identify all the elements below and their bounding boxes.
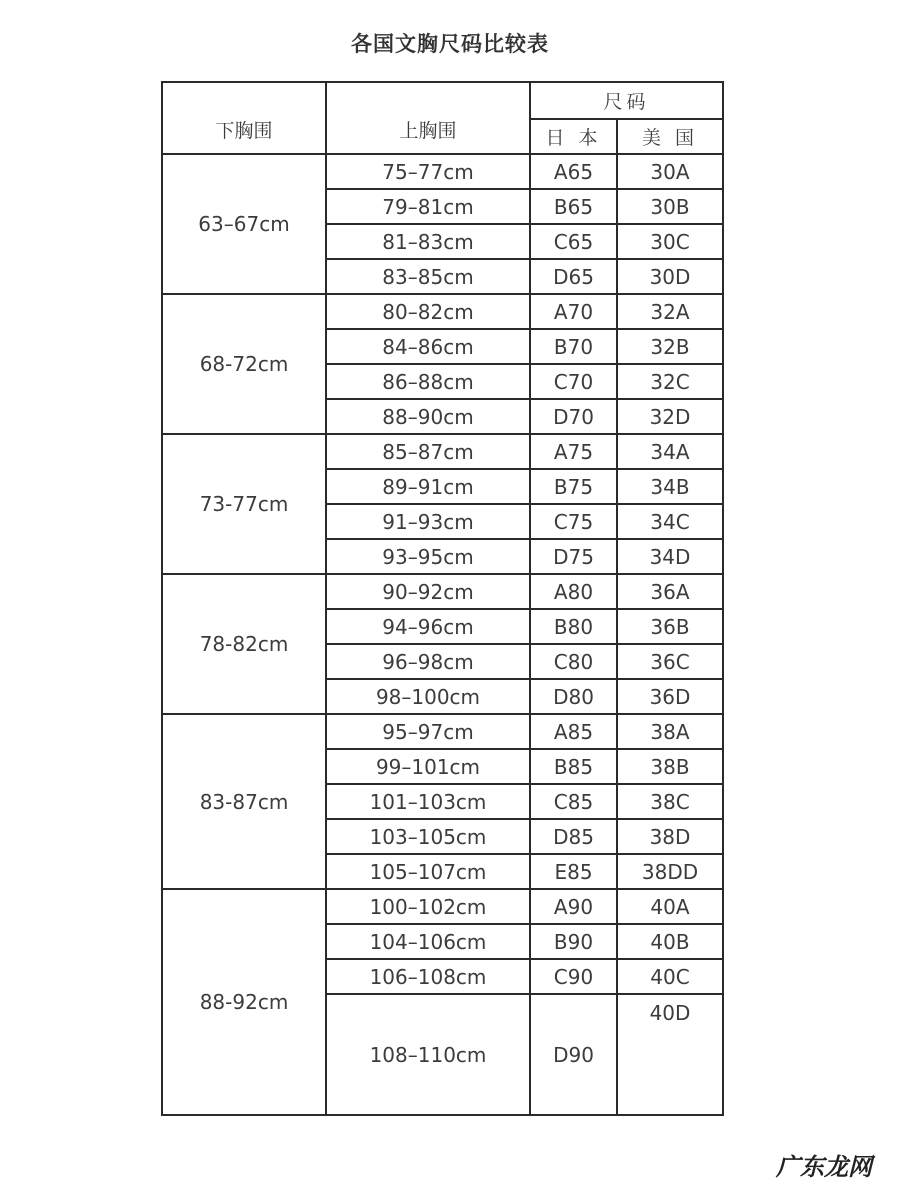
- usa-size-cell: 40C: [617, 959, 723, 994]
- over-bust-cell: 84–86cm: [326, 329, 530, 364]
- japan-size-cell: A85: [530, 714, 617, 749]
- over-bust-cell: 106–108cm: [326, 959, 530, 994]
- japan-size-cell: A90: [530, 889, 617, 924]
- usa-size-cell: 32D: [617, 399, 723, 434]
- table-row: [162, 714, 723, 749]
- bra-size-table: [161, 81, 724, 1116]
- over-bust-cell: 105–107cm: [326, 854, 530, 889]
- over-bust-cell: 100–102cm: [326, 889, 530, 924]
- over-bust-cell: 81–83cm: [326, 224, 530, 259]
- usa-size-cell: 38DD: [617, 854, 723, 889]
- japan-size-cell: C80: [530, 644, 617, 679]
- header-japan: 日 本: [530, 119, 617, 154]
- japan-size-cell: A65: [530, 154, 617, 189]
- japan-size-cell: B80: [530, 609, 617, 644]
- page-title: 各国文胸尺码比较表: [351, 32, 549, 56]
- usa-size-cell: 36A: [617, 574, 723, 609]
- over-bust-cell: 89–91cm: [326, 469, 530, 504]
- usa-size-cell: 38C: [617, 784, 723, 819]
- japan-size-cell: B70: [530, 329, 617, 364]
- japan-size-cell: B65: [530, 189, 617, 224]
- japan-size-cell: D75: [530, 539, 617, 574]
- usa-size-cell: 34A: [617, 434, 723, 469]
- usa-size-cell: 30D: [617, 259, 723, 294]
- table-row: [162, 434, 723, 469]
- under-bust-cell: 83-87cm: [162, 714, 326, 889]
- japan-size-cell: D65: [530, 259, 617, 294]
- over-bust-cell: 79–81cm: [326, 189, 530, 224]
- usa-size-cell: 40B: [617, 924, 723, 959]
- under-bust-cell: 78-82cm: [162, 574, 326, 714]
- under-bust-cell: 63–67cm: [162, 154, 326, 294]
- usa-size-cell: 32C: [617, 364, 723, 399]
- header-row: [162, 82, 723, 119]
- over-bust-cell: 96–98cm: [326, 644, 530, 679]
- usa-size-cell: 36C: [617, 644, 723, 679]
- header-under-bust: 下胸围: [162, 82, 326, 154]
- over-bust-cell: 99–101cm: [326, 749, 530, 784]
- usa-size-cell: 32A: [617, 294, 723, 329]
- usa-size-cell: 30A: [617, 154, 723, 189]
- table-row: [162, 574, 723, 609]
- table-row: [162, 154, 723, 189]
- over-bust-cell: 75–77cm: [326, 154, 530, 189]
- japan-size-cell: A80: [530, 574, 617, 609]
- over-bust-cell: 95–97cm: [326, 714, 530, 749]
- japan-size-cell: A70: [530, 294, 617, 329]
- japan-size-cell: C70: [530, 364, 617, 399]
- over-bust-cell: 108–110cm: [326, 994, 530, 1115]
- over-bust-cell: 93–95cm: [326, 539, 530, 574]
- over-bust-cell: 94–96cm: [326, 609, 530, 644]
- japan-size-cell: C90: [530, 959, 617, 994]
- table-row: [162, 294, 723, 329]
- japan-size-cell: B90: [530, 924, 617, 959]
- over-bust-cell: 98–100cm: [326, 679, 530, 714]
- japan-size-cell: B75: [530, 469, 617, 504]
- usa-size-cell: 30C: [617, 224, 723, 259]
- japan-size-cell: A75: [530, 434, 617, 469]
- over-bust-cell: 103–105cm: [326, 819, 530, 854]
- header-over-bust: 上胸围: [326, 82, 530, 154]
- over-bust-cell: 90–92cm: [326, 574, 530, 609]
- over-bust-cell: 83–85cm: [326, 259, 530, 294]
- usa-size-cell: 36B: [617, 609, 723, 644]
- table-row: [162, 889, 723, 924]
- table-body: [162, 82, 723, 1115]
- under-bust-cell: 73-77cm: [162, 434, 326, 574]
- watermark-logo: 广东龙网: [776, 1152, 872, 1181]
- usa-size-cell: 32B: [617, 329, 723, 364]
- usa-size-cell: 36D: [617, 679, 723, 714]
- japan-size-cell: C85: [530, 784, 617, 819]
- japan-size-cell: D80: [530, 679, 617, 714]
- header-size: 尺码: [530, 82, 723, 119]
- usa-size-cell: 34C: [617, 504, 723, 539]
- usa-size-cell: 34B: [617, 469, 723, 504]
- usa-size-cell: 40D: [617, 994, 723, 1115]
- usa-size-cell: 38A: [617, 714, 723, 749]
- over-bust-cell: 85–87cm: [326, 434, 530, 469]
- over-bust-cell: 91–93cm: [326, 504, 530, 539]
- usa-size-cell: 40A: [617, 889, 723, 924]
- japan-size-cell: D90: [530, 994, 617, 1115]
- japan-size-cell: C75: [530, 504, 617, 539]
- usa-size-cell: 30B: [617, 189, 723, 224]
- over-bust-cell: 80–82cm: [326, 294, 530, 329]
- usa-size-cell: 38D: [617, 819, 723, 854]
- japan-size-cell: D85: [530, 819, 617, 854]
- usa-size-cell: 38B: [617, 749, 723, 784]
- usa-size-cell: 34D: [617, 539, 723, 574]
- over-bust-cell: 104–106cm: [326, 924, 530, 959]
- under-bust-cell: 68-72cm: [162, 294, 326, 434]
- japan-size-cell: E85: [530, 854, 617, 889]
- japan-size-cell: C65: [530, 224, 617, 259]
- japan-size-cell: D70: [530, 399, 617, 434]
- japan-size-cell: B85: [530, 749, 617, 784]
- over-bust-cell: 88–90cm: [326, 399, 530, 434]
- over-bust-cell: 101–103cm: [326, 784, 530, 819]
- over-bust-cell: 86–88cm: [326, 364, 530, 399]
- under-bust-cell: 88-92cm: [162, 889, 326, 1115]
- header-usa: 美 国: [617, 119, 723, 154]
